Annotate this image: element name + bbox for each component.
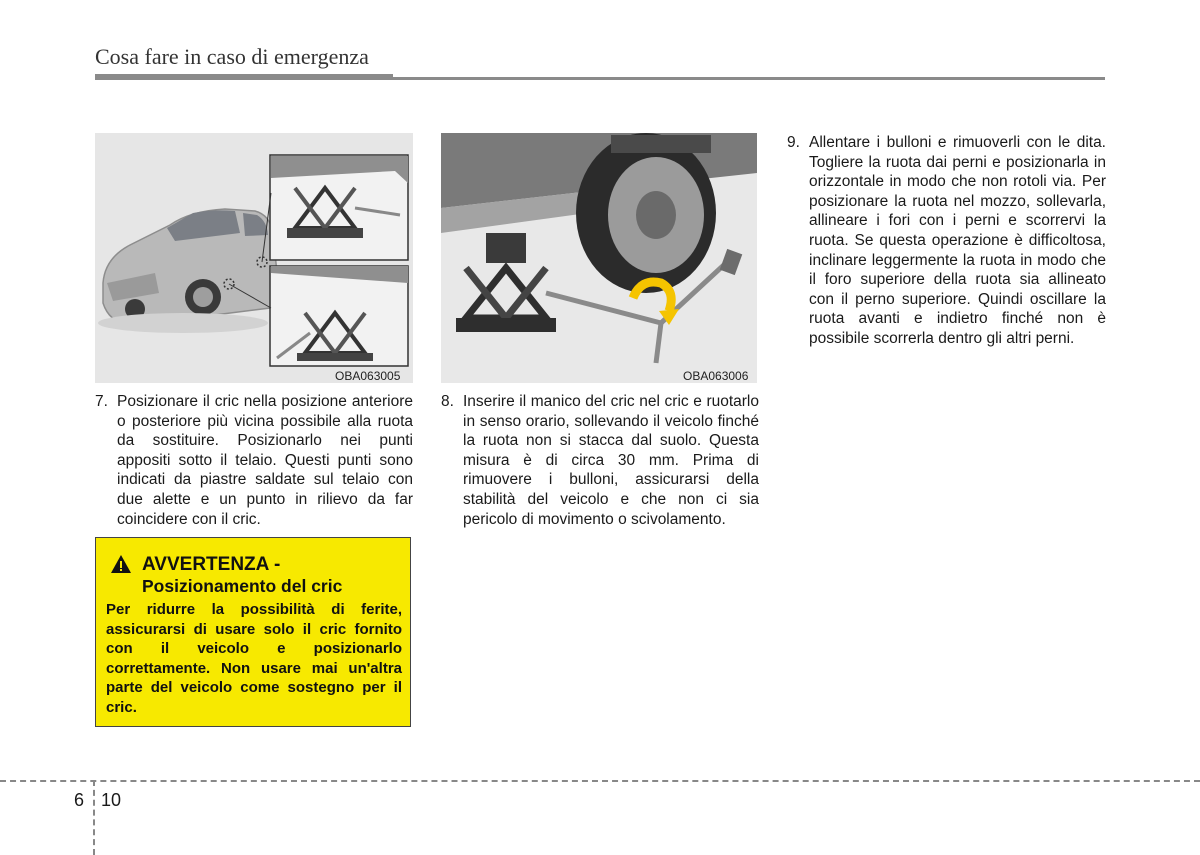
warning-subtitle: Posizionamento del cric	[142, 576, 343, 596]
figure-code-2: OBA063006	[683, 369, 749, 383]
footer-divider	[0, 780, 1200, 782]
jack-handle-illustration	[441, 133, 757, 383]
step-9	[787, 133, 1106, 349]
warning-triangle-icon	[110, 554, 132, 574]
step-text: Posizionare il cric nella posizione anteriore o posteriore più vicina possibile alla ruota da sostituire. Posizionarlo nei punti appositi sotto il telaio. Questi punti sono indicati da piastre saldate sul telaio con due alette e un punto in rilievo da far coincidere con il cric.	[117, 393, 413, 528]
figure-jack-handle	[441, 133, 757, 383]
figure-code-1: OBA063005	[335, 369, 401, 383]
step-text: Allentare i bulloni e rimuoverli con le dita. Togliere la ruota dai perni e posizionarla in orizzontale in modo che non rotoli via. Per posizionare la ruota nel mozzo, sollevarla, allineare i fori con i perni e scorrervi la ruota. Se questa operazione è difficoltosa, inclinare leggermente la ruota in modo che il foro superiore della ruota sia allineato con il perno superiore. Quindi oscillare la ruota avanti e indietro finché non è possibile scorrerla dentro gli altri perni.	[809, 134, 1106, 347]
section-number: 6	[74, 790, 85, 810]
car-jack-illustration	[95, 133, 413, 383]
step-text: Inserire il manico del cric nel cric e ruotarlo in senso orario, sollevando il veicolo finché la ruota non si stacca dal suolo. Questa misura è di circa 30 mm. Prima di rimuovere i bulloni, assicurarsi della stabilità del veicolo e che non ci sia pericolo di movimento o scivolamento.	[463, 393, 759, 528]
figure-car-jack-points	[95, 133, 413, 383]
warning-title: AVVERTENZA -	[142, 554, 281, 575]
step-number: 9.	[787, 134, 800, 151]
page-header-title: Cosa fare in caso di emergenza	[95, 44, 369, 69]
footer-divider-vertical	[93, 780, 95, 855]
warning-box	[95, 537, 411, 727]
page-number: 10	[101, 790, 122, 810]
header-rule	[95, 74, 393, 80]
warning-body: Per ridurre la possibilità di ferite, assicurarsi di usare solo il cric fornito con il veicolo e posizionarlo correttamente. Non usare mai un'altra parte del veicolo come sostegno per il cric.	[106, 601, 402, 716]
step-number: 7.	[95, 393, 108, 410]
step-7	[95, 392, 413, 529]
step-8	[441, 392, 759, 529]
step-number: 8.	[441, 393, 454, 410]
header-rule-thin	[393, 77, 1105, 80]
